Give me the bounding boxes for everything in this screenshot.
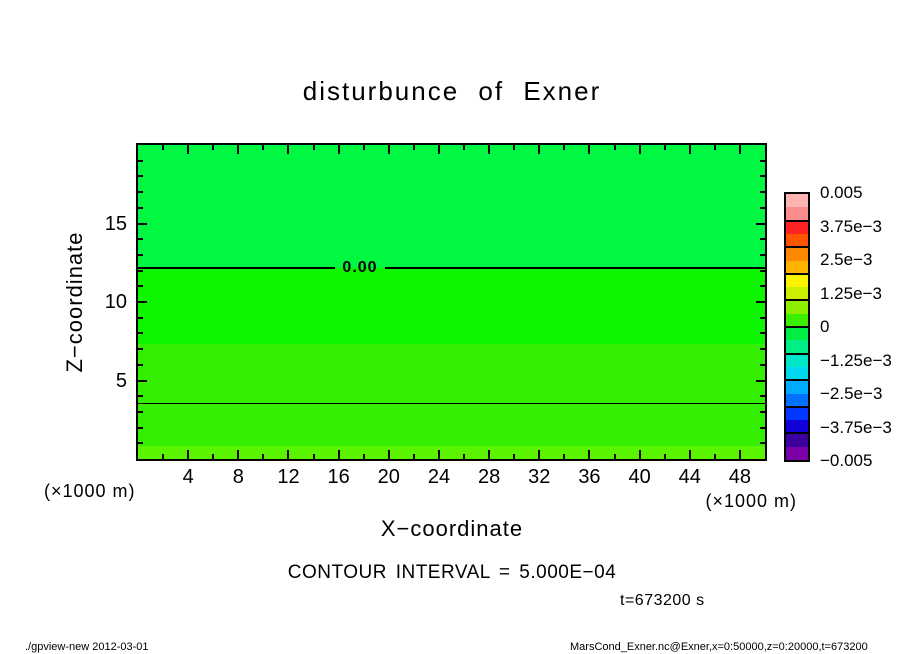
x-axis-tick bbox=[313, 145, 315, 150]
x-axis-unit: (×1000 m) bbox=[705, 491, 797, 511]
x-axis-tick bbox=[413, 454, 415, 459]
zero-contour-line bbox=[138, 267, 335, 269]
contour-fill-band bbox=[138, 145, 765, 268]
y-axis-tick bbox=[138, 238, 143, 240]
y-axis-tick bbox=[760, 395, 765, 397]
x-axis-tick bbox=[162, 454, 164, 459]
zero-contour-line bbox=[385, 267, 765, 269]
x-axis-tick bbox=[488, 450, 490, 459]
x-tick-label: 8 bbox=[232, 466, 244, 488]
y-axis-tick bbox=[760, 364, 765, 366]
colorbar-step bbox=[786, 247, 808, 261]
x-axis-tick bbox=[363, 454, 365, 459]
x-axis-tick bbox=[162, 145, 164, 150]
x-axis-tick bbox=[513, 145, 515, 150]
x-axis-tick bbox=[488, 145, 490, 154]
y-axis-tick bbox=[138, 348, 143, 350]
x-axis-tick bbox=[262, 145, 264, 150]
x-axis-tick bbox=[614, 454, 616, 459]
y-axis-tick bbox=[138, 254, 143, 256]
y-axis-tick bbox=[138, 160, 143, 162]
y-axis-tick bbox=[138, 427, 143, 429]
colorbar-step bbox=[786, 300, 808, 314]
y-axis-tick bbox=[760, 442, 765, 444]
x-tick-label: 36 bbox=[578, 466, 601, 488]
y-axis-tick bbox=[138, 364, 143, 366]
footer-command-text: ./gpview-new 2012-03-01 bbox=[25, 641, 149, 653]
x-axis-tick bbox=[664, 145, 666, 150]
colorbar-tick-label: −1.25e−3 bbox=[820, 350, 892, 370]
colorbar-divider bbox=[786, 220, 808, 222]
x-axis-tick bbox=[438, 145, 440, 154]
x-axis-tick bbox=[739, 145, 741, 154]
colorbar-tick-label: −2.5e−3 bbox=[820, 384, 883, 403]
x-axis-tick bbox=[689, 450, 691, 459]
colorbar-step bbox=[786, 194, 808, 208]
colorbar-tick-label: 0 bbox=[820, 317, 830, 336]
colorbar-tick-label: 3.75e−3 bbox=[820, 216, 882, 236]
colorbar-step bbox=[786, 380, 808, 394]
x-axis-tick bbox=[287, 450, 289, 459]
colorbar-tick-label: −0.005 bbox=[820, 451, 873, 470]
x-tick-label: 16 bbox=[327, 466, 350, 488]
x-axis-tick bbox=[237, 145, 239, 154]
minor-contour-line bbox=[138, 403, 765, 404]
contour-interval-text: CONTOUR INTERVAL = 5.000E−04 bbox=[287, 562, 617, 583]
y-axis-tick bbox=[138, 191, 143, 193]
x-axis-tick bbox=[338, 145, 340, 154]
x-axis-tick bbox=[639, 450, 641, 459]
y-axis-title: Z−coordinate bbox=[62, 231, 87, 373]
x-axis-tick bbox=[639, 145, 641, 154]
contour-fill-band bbox=[138, 344, 765, 447]
x-axis-tick bbox=[212, 145, 214, 150]
x-axis-tick bbox=[714, 454, 716, 459]
contour-fill-band bbox=[138, 446, 765, 459]
y-axis-tick bbox=[760, 207, 765, 209]
x-tick-label: 44 bbox=[678, 466, 701, 488]
y-axis-tick bbox=[756, 223, 765, 225]
x-axis-tick bbox=[187, 450, 189, 459]
y-axis-tick bbox=[756, 301, 765, 303]
colorbar-step bbox=[786, 447, 808, 461]
y-axis-tick bbox=[138, 223, 147, 225]
y-axis-tick bbox=[760, 348, 765, 350]
y-axis-tick bbox=[138, 285, 143, 287]
y-axis-unit: (×1000 m) bbox=[44, 481, 136, 501]
y-axis-tick bbox=[760, 191, 765, 193]
colorbar-divider bbox=[786, 273, 808, 275]
x-axis-tick bbox=[513, 454, 515, 459]
x-axis-tick bbox=[463, 454, 465, 459]
x-axis-title: X−coordinate bbox=[380, 516, 524, 541]
y-axis-tick bbox=[760, 238, 765, 240]
y-axis-tick bbox=[138, 380, 147, 382]
colorbar-tick-label: 1.25e−3 bbox=[820, 283, 882, 303]
y-tick-label: 15 bbox=[104, 212, 127, 235]
x-tick-label: 40 bbox=[628, 466, 651, 488]
colorbar-divider bbox=[786, 326, 808, 328]
colorbar bbox=[784, 192, 810, 462]
colorbar-step bbox=[786, 354, 808, 368]
y-axis-tick bbox=[756, 380, 765, 382]
x-tick-label: 12 bbox=[277, 466, 300, 488]
colorbar-divider bbox=[786, 379, 808, 381]
x-axis-tick bbox=[187, 145, 189, 154]
footer-source-text: MarsCond_Exner.nc@Exner,x=0:50000,z=0:20000,t=673200 bbox=[570, 641, 868, 653]
y-axis-tick bbox=[138, 270, 143, 272]
x-axis-tick bbox=[588, 450, 590, 459]
x-axis-tick bbox=[438, 450, 440, 459]
x-tick-label: 20 bbox=[377, 466, 400, 488]
y-axis-tick bbox=[760, 254, 765, 256]
colorbar-step bbox=[786, 327, 808, 341]
x-axis-tick bbox=[388, 450, 390, 459]
x-axis-tick bbox=[614, 145, 616, 150]
x-axis-tick bbox=[563, 145, 565, 150]
colorbar-tick-label: 2.5e−3 bbox=[820, 250, 873, 269]
x-axis-tick bbox=[287, 145, 289, 154]
colorbar-divider bbox=[786, 432, 808, 434]
x-axis-tick bbox=[212, 454, 214, 459]
contour-fill-band bbox=[138, 268, 765, 343]
x-axis-tick bbox=[538, 145, 540, 154]
y-axis-tick bbox=[138, 175, 143, 177]
colorbar-step bbox=[786, 274, 808, 288]
x-tick-label: 32 bbox=[528, 466, 551, 488]
y-axis-tick bbox=[760, 411, 765, 413]
x-axis-tick bbox=[739, 450, 741, 459]
y-axis-tick bbox=[138, 411, 143, 413]
colorbar-divider bbox=[786, 246, 808, 248]
x-axis-tick bbox=[588, 145, 590, 154]
y-axis-tick bbox=[760, 332, 765, 334]
x-axis-tick bbox=[463, 145, 465, 150]
colorbar-divider bbox=[786, 353, 808, 355]
y-tick-label: 5 bbox=[115, 369, 127, 392]
y-axis-tick bbox=[138, 207, 143, 209]
x-axis-tick bbox=[664, 454, 666, 459]
x-axis-tick bbox=[413, 145, 415, 150]
x-axis-tick bbox=[563, 454, 565, 459]
zero-contour-label: 0.00 bbox=[342, 259, 378, 276]
x-tick-label: 4 bbox=[182, 466, 194, 488]
x-axis-tick bbox=[689, 145, 691, 154]
y-axis-tick bbox=[138, 332, 143, 334]
y-axis-tick bbox=[760, 285, 765, 287]
y-axis-tick bbox=[760, 427, 765, 429]
x-axis-tick bbox=[262, 454, 264, 459]
colorbar-tick-label: 0.005 bbox=[820, 183, 863, 202]
plot-area bbox=[136, 143, 767, 461]
y-axis-tick bbox=[138, 301, 147, 303]
colorbar-divider bbox=[786, 406, 808, 408]
y-axis-tick bbox=[760, 175, 765, 177]
colorbar-divider bbox=[786, 299, 808, 301]
x-axis-tick bbox=[313, 454, 315, 459]
x-axis-tick bbox=[338, 450, 340, 459]
x-axis-tick bbox=[363, 145, 365, 150]
colorbar-step bbox=[786, 407, 808, 421]
x-tick-label: 24 bbox=[427, 466, 451, 488]
y-axis-tick bbox=[760, 270, 765, 272]
y-axis-tick bbox=[138, 395, 143, 397]
x-axis-tick bbox=[538, 450, 540, 459]
x-tick-label: 48 bbox=[728, 466, 752, 488]
time-annotation: t=673200 s bbox=[620, 592, 705, 609]
y-axis-tick bbox=[138, 317, 143, 319]
colorbar-step bbox=[786, 433, 808, 447]
x-tick-label: 28 bbox=[477, 466, 501, 488]
x-axis-tick bbox=[237, 450, 239, 459]
y-axis-tick bbox=[760, 317, 765, 319]
x-axis-tick bbox=[714, 145, 716, 150]
colorbar-tick-label: −3.75e−3 bbox=[820, 417, 892, 437]
y-tick-label: 10 bbox=[104, 291, 127, 313]
plot-title: disturbunce of Exner bbox=[302, 76, 602, 106]
colorbar-step bbox=[786, 221, 808, 235]
x-axis-tick bbox=[388, 145, 390, 154]
y-axis-tick bbox=[760, 160, 765, 162]
y-axis-tick bbox=[138, 442, 143, 444]
